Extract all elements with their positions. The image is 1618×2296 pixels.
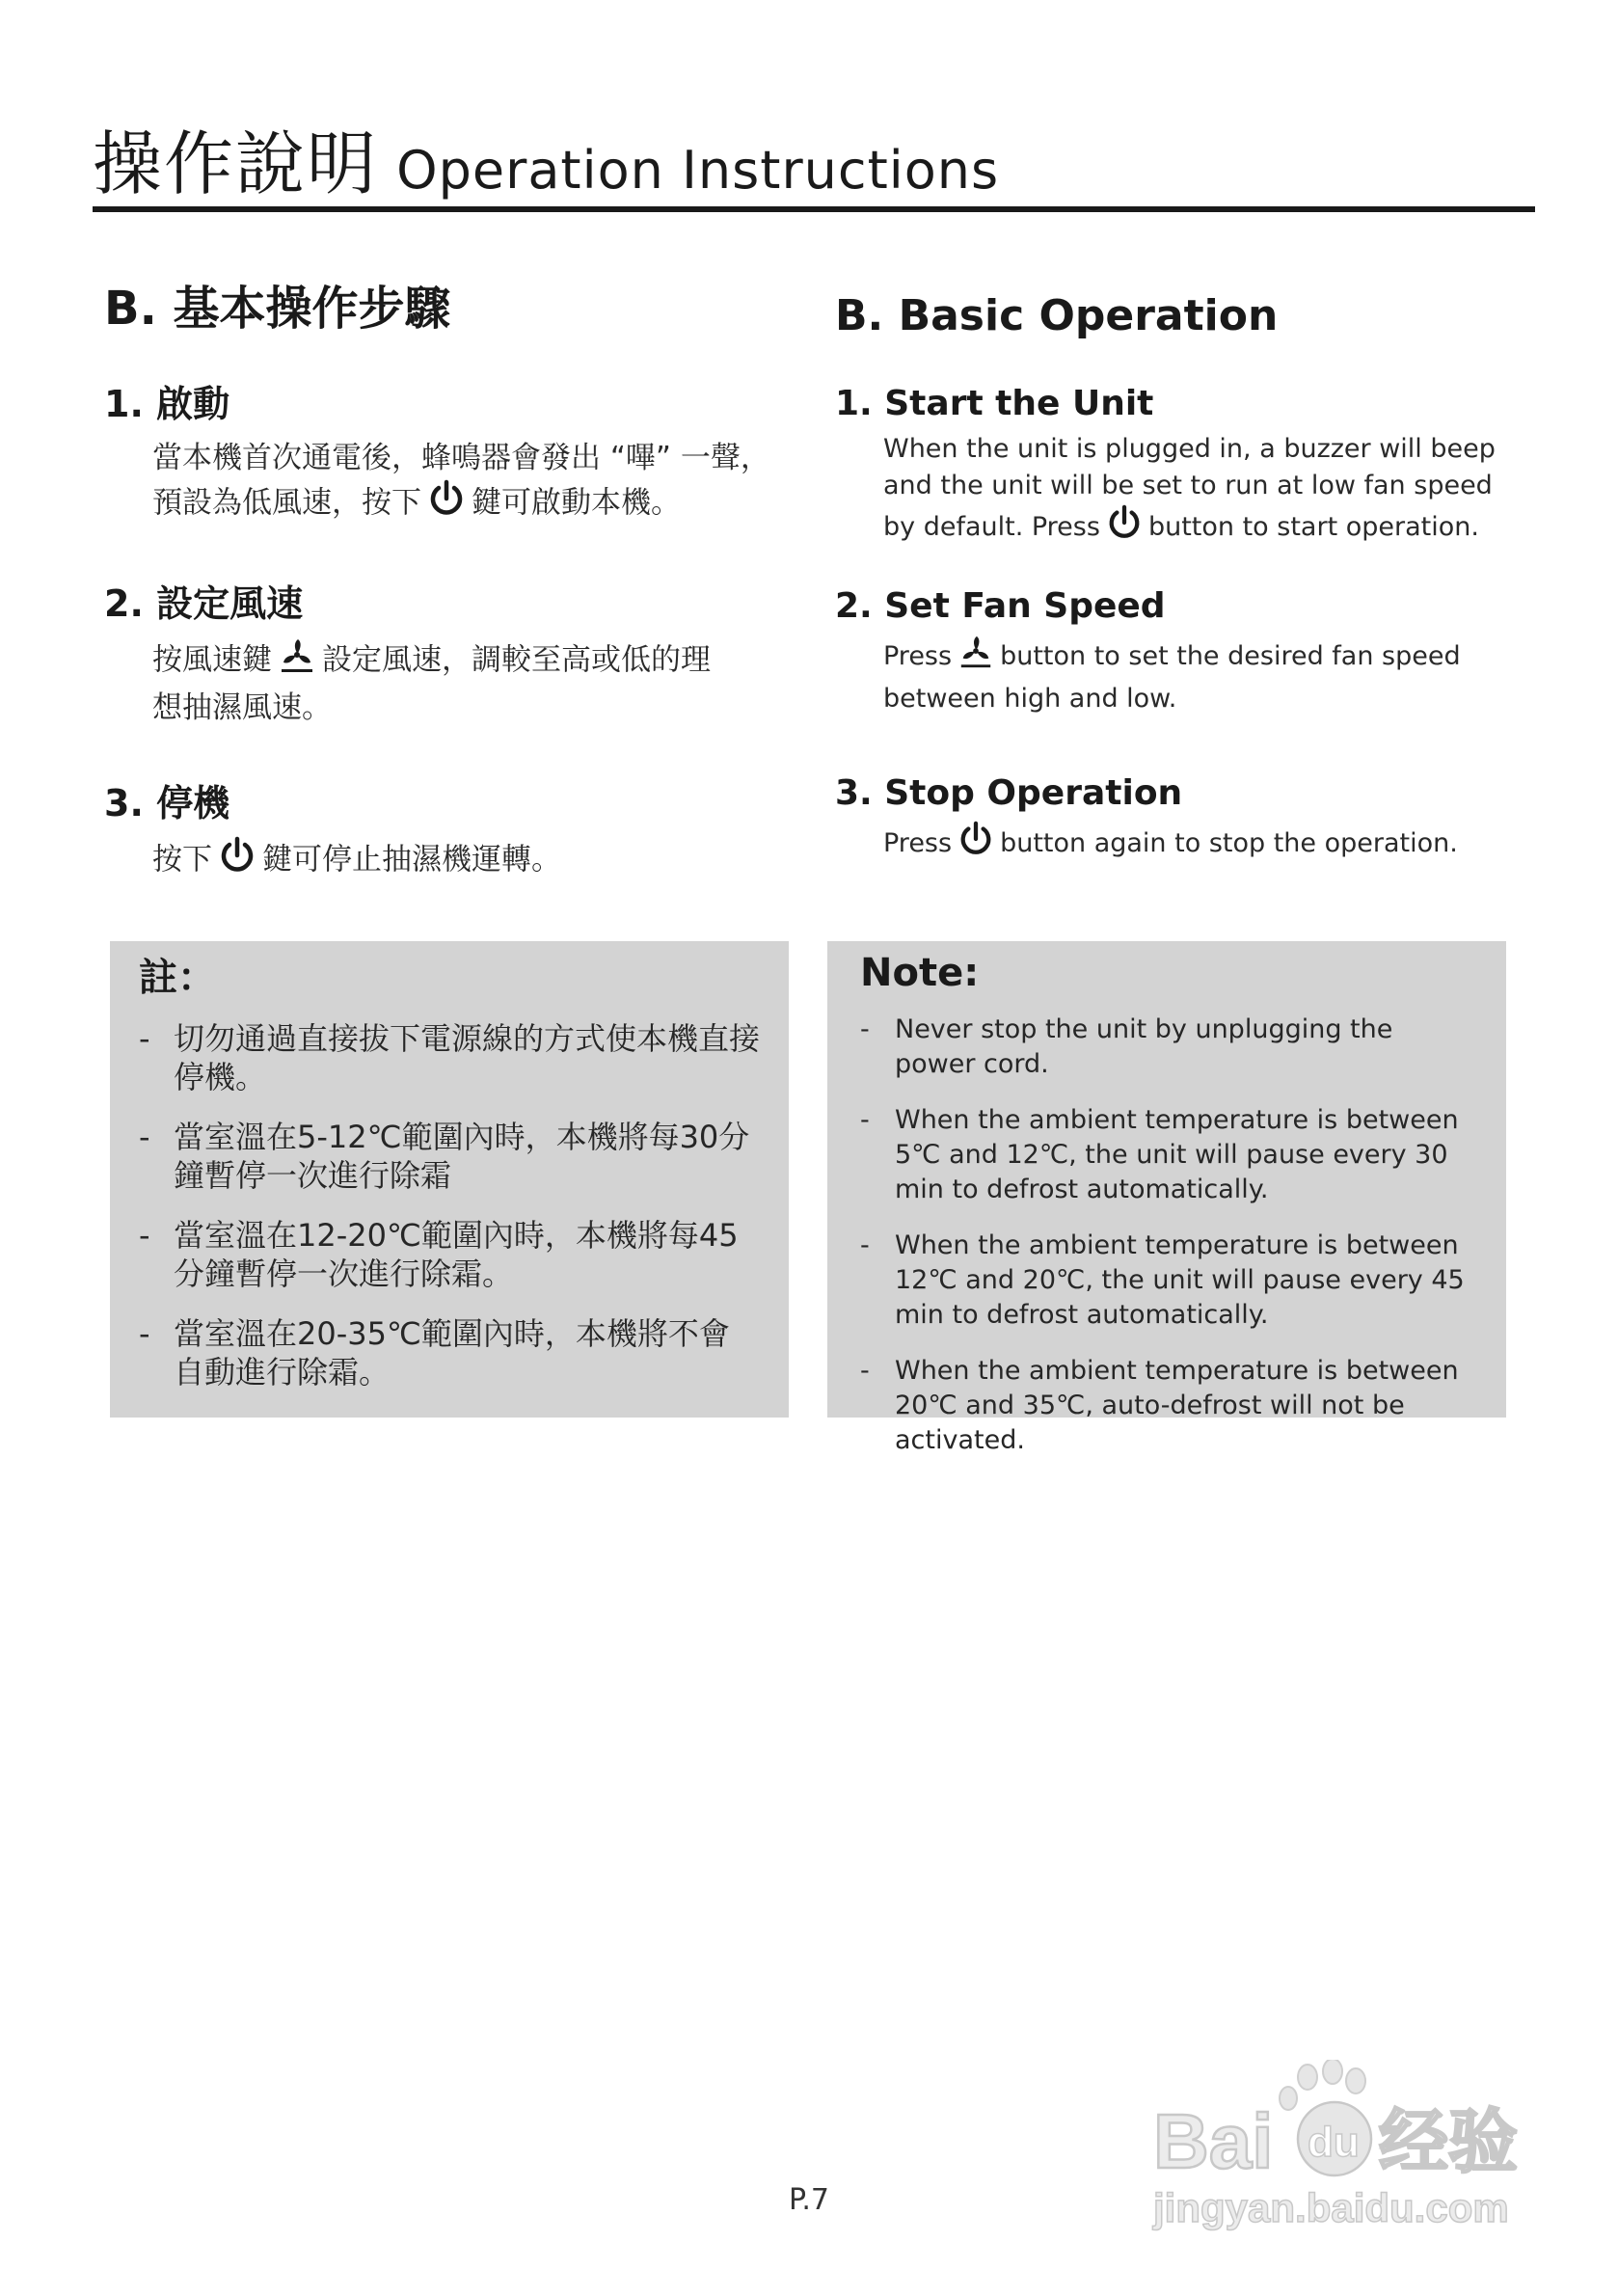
step-text <box>104 636 779 729</box>
step-title: 3. 停機 <box>104 782 230 824</box>
step-line: 設定風速，調較至高或低的理 <box>322 642 711 678</box>
power-icon <box>1106 504 1143 552</box>
header-rule <box>93 206 1535 212</box>
baidu-watermark <box>1144 2060 1549 2233</box>
watermark-brand2: du <box>1308 2119 1360 2166</box>
step-line: When the unit is plugged in, a buzzer will beep <box>883 434 1496 464</box>
list-item: - 當室溫在20-35℃範圍內時，本機將不會自動進行除霜。 <box>139 1314 760 1391</box>
section-title-zh: B. 基本操作步驟 <box>104 282 451 336</box>
list-item: - 當室溫在5-12℃範圍內時，本機將每30分鐘暫停一次進行除霜 <box>139 1118 760 1195</box>
step-start-en <box>835 384 1510 552</box>
power-icon <box>957 821 994 868</box>
step-line: and the unit will be set to run at low fan speed <box>883 471 1493 500</box>
step-text <box>104 836 779 886</box>
step-line: button again to stop the operation. <box>1000 828 1458 858</box>
fan-icon <box>278 636 316 687</box>
step-title: 1. 啟動 <box>104 383 230 425</box>
list-item: - 切勿通過直接拔下電源線的方式使本機直接停機。 <box>139 1019 760 1096</box>
watermark-url: jingyan.baidu.com <box>1153 2185 1509 2230</box>
step-line: 鍵可啟動本機。 <box>472 485 681 521</box>
list-item: - 當室溫在12-20℃範圍內時，本機將每45分鐘暫停一次進行除霜。 <box>139 1216 760 1293</box>
list-item: - When the ambient temperature is between 20℃ and 35℃, auto-defrost will not be activated. <box>860 1354 1477 1458</box>
step-fan-zh <box>104 574 779 729</box>
step-line: 按下 <box>152 842 212 878</box>
power-icon <box>218 836 256 886</box>
step-stop-en <box>835 773 1510 868</box>
watermark-cn: 经验 <box>1379 2101 1519 2182</box>
step-title: 2. Set Fan Speed <box>835 586 1166 626</box>
watermark-brand: Bai <box>1153 2098 1274 2184</box>
note-title-en: Note: <box>860 951 980 995</box>
note-box-en <box>827 941 1506 1455</box>
column-en <box>835 262 1510 868</box>
section-title-en: B. Basic Operation <box>835 291 1279 340</box>
step-text <box>835 431 1510 552</box>
step-title: 1. Start the Unit <box>835 384 1154 423</box>
list-item: - When the ambient temperature is between 12℃ and 20℃, the unit will pause every 45 min to defrost automatically. <box>860 1229 1477 1333</box>
step-start-zh <box>104 374 779 529</box>
list-item: - When the ambient temperature is between 5℃ and 12℃, the unit will pause every 30 min to defrost automatically. <box>860 1103 1477 1207</box>
step-stop-zh <box>104 773 779 886</box>
step-title: 2. 設定風速 <box>104 582 304 625</box>
step-line: 預設為低風速，按下 <box>152 485 421 521</box>
page-header <box>93 108 999 208</box>
step-line: 按風速鍵 <box>152 642 272 678</box>
step-line: Press <box>883 641 953 671</box>
header-title-en: Operation Instructions <box>396 140 1000 201</box>
step-text <box>835 634 1510 717</box>
step-line: Press <box>883 828 953 858</box>
step-text <box>104 437 779 529</box>
fan-icon <box>957 634 994 681</box>
page-number: P.7 <box>788 2183 830 2217</box>
note-box-zh <box>110 941 789 1418</box>
step-title: 3. Stop Operation <box>835 773 1183 813</box>
step-line: button to start operation. <box>1147 512 1479 542</box>
step-line: 當本機首次通電後，蜂鳴器會發出 “嗶” 一聲， <box>152 441 770 475</box>
step-fan-en <box>835 586 1510 717</box>
note-list-en <box>860 1013 1477 1458</box>
step-line: 鍵可停止抽濕機運轉。 <box>262 842 561 878</box>
list-item: - Never stop the unit by unplugging the power cord. <box>860 1013 1477 1082</box>
note-list-zh <box>139 1019 760 1391</box>
step-line: between high and low. <box>883 684 1177 714</box>
note-title-zh: 註： <box>139 956 216 1000</box>
power-icon <box>427 479 466 529</box>
step-text <box>835 821 1510 868</box>
column-zh <box>104 262 779 886</box>
step-line: button to set the desired fan speed <box>1000 641 1461 671</box>
step-line: 想抽濕風速。 <box>152 690 332 725</box>
step-line: by default. Press <box>883 512 1100 542</box>
header-title-zh: 操作說明 <box>93 123 379 204</box>
